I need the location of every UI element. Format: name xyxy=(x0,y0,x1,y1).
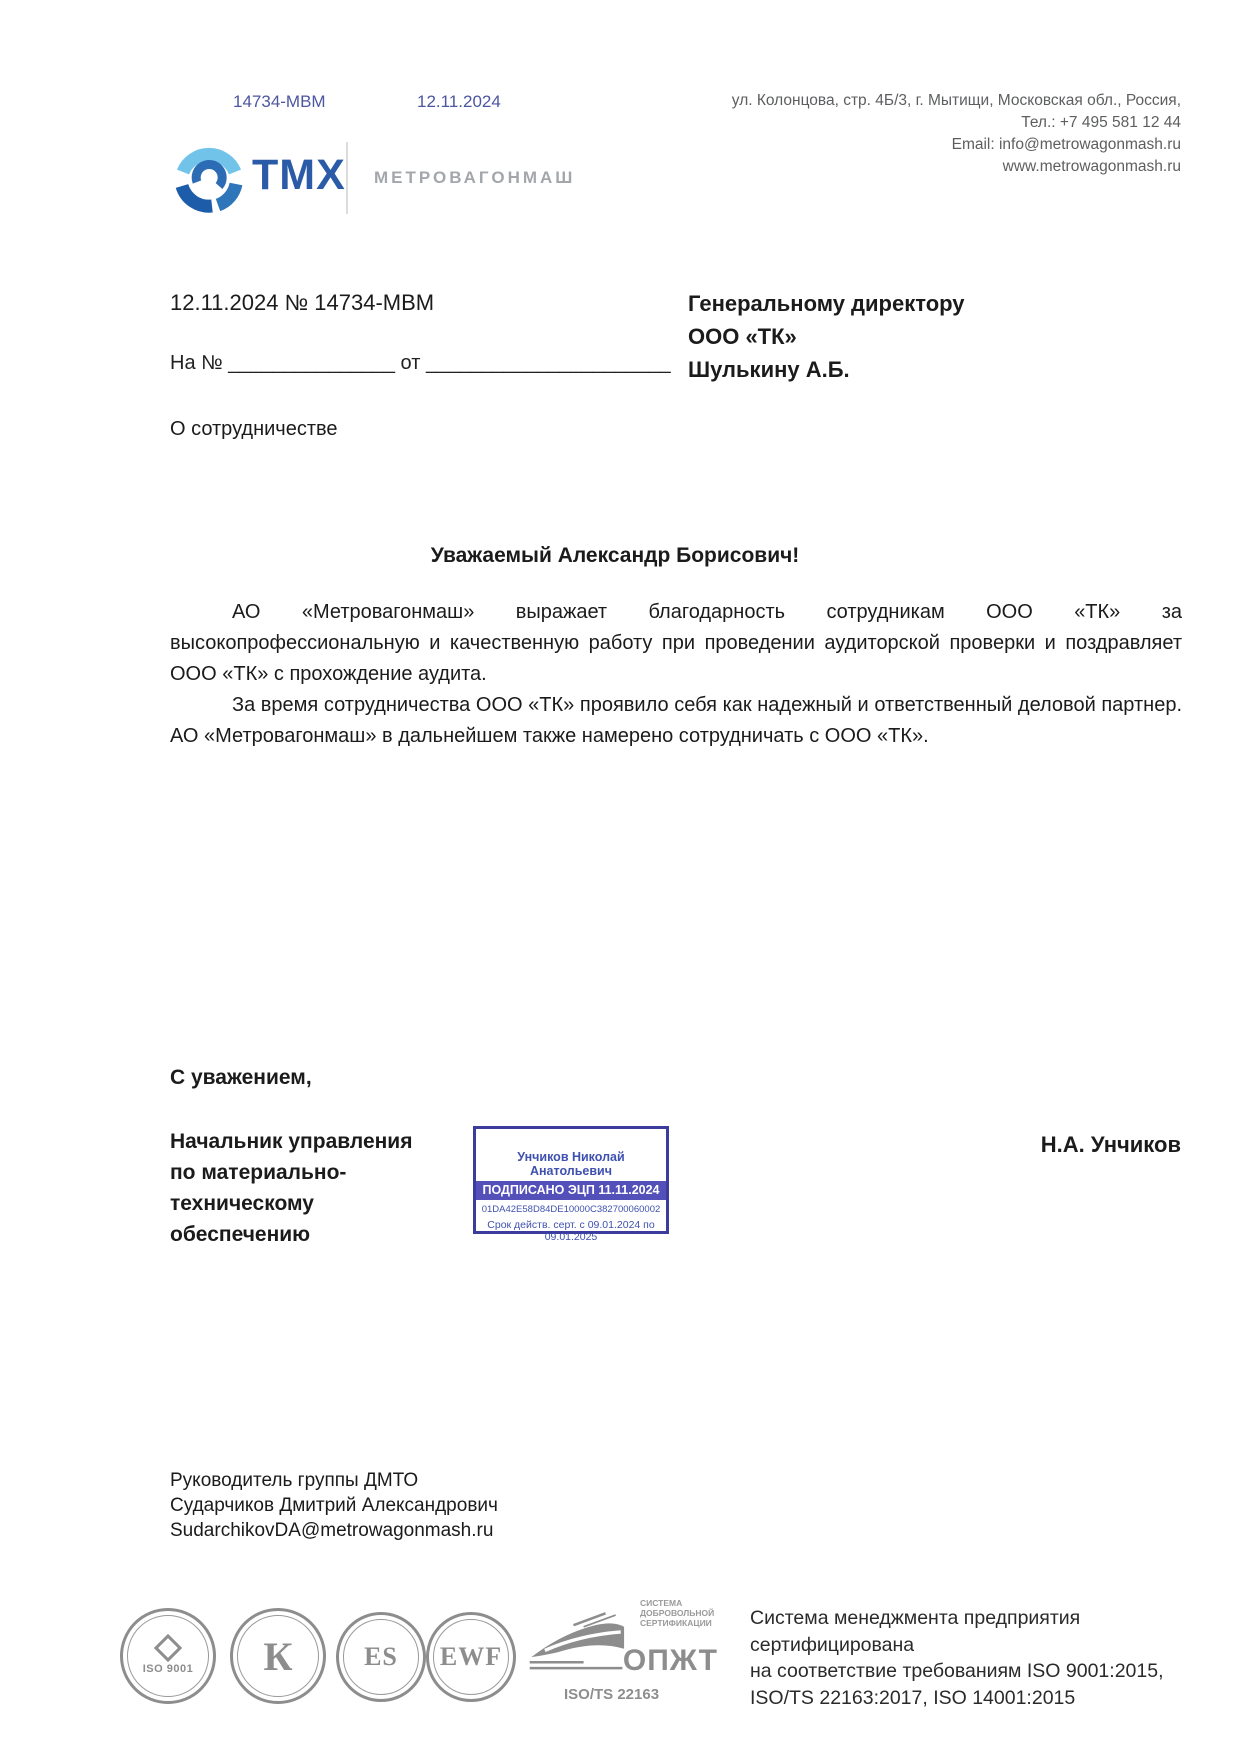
seal-label: ISO 9001 xyxy=(142,1662,194,1675)
executor-email: SudarchikovDA@metrowagonmash.ru xyxy=(170,1520,494,1541)
executor-name: Сударчиков Дмитрий Александрович xyxy=(170,1495,498,1516)
executor-block xyxy=(170,1468,498,1543)
closing-phrase: С уважением, xyxy=(170,1066,312,1089)
opzht-label: ОПЖТ xyxy=(622,1644,718,1677)
stamp-certificate-id: 01DA42E58D84DE10000C382700060002 xyxy=(481,1204,661,1215)
logo-divider xyxy=(346,142,348,214)
opzht-top-label: СИСТЕМА ДОБРОВОЛЬНОЙ СЕРТИФИКАЦИИ xyxy=(640,1598,715,1628)
certification-line: на соответствие требованиям ISO 9001:2015, xyxy=(750,1660,1164,1682)
recipient-block xyxy=(688,287,965,386)
quality-mark-seal-icon xyxy=(230,1608,326,1704)
company-contacts xyxy=(732,90,1181,178)
seal-emblem xyxy=(154,1633,182,1661)
tmx-logo-text: ТМХ xyxy=(252,151,346,199)
body-paragraph: За время сотрудничества ООО «ТК» проявило себя как надежный и ответственный деловой партнер. АО «Метровагонмаш» в дальнейшем также намерено сотрудничать с ООО «ТК». xyxy=(170,694,1182,747)
es-seal-icon xyxy=(336,1612,426,1702)
company-address: ул. Колонцова, стр. 4Б/3, г. Мытищи, Московская обл., Россия, xyxy=(731,92,1181,109)
opzht-logo xyxy=(528,1596,718,1706)
outgoing-date-line: 12.11.2024 № 14734-МВМ xyxy=(170,290,435,315)
seal-label: К xyxy=(263,1633,293,1679)
body-paragraph: АО «Метровагонмаш» выражает благодарность сотрудникам ООО «ТК» за высокопрофессиональную и качественную работу при проведении аудиторской проверки и поздравляет ООО «ТК» с прохождение аудита. xyxy=(170,601,1182,685)
executor-title: Руководитель группы ДМТО xyxy=(170,1470,419,1491)
stamp-holder-name: Унчиков Николай Анатольевич xyxy=(517,1150,625,1178)
opzht-sub-label: ISO/TS 22163 xyxy=(564,1686,660,1703)
recipient-name: Шулькину А.Б. xyxy=(688,357,850,382)
letter-ref-date: 12.11.2024 xyxy=(417,92,501,111)
company-email: Email: info@metrowagonmash.ru xyxy=(951,136,1181,153)
signer-job-title: Начальник управления по материально-техническому обеспечению xyxy=(170,1130,413,1246)
salutation: Уважаемый Александр Борисович! xyxy=(430,544,800,567)
tmx-logo-icon xyxy=(172,142,246,221)
reply-to-line: На № _______________ от ______________________ xyxy=(170,352,671,374)
stamp-validity: Срок действ. серт. с 09.01.2024 по 09.01.2025 xyxy=(487,1219,655,1243)
recipient-position: Генеральному директору xyxy=(688,291,965,316)
recipient-company: ООО «ТК» xyxy=(688,324,797,349)
russian-register-seal-icon xyxy=(120,1608,216,1704)
letter-subject: О сотрудничестве xyxy=(170,418,338,440)
seal-label: EWF xyxy=(439,1642,503,1671)
letter-body xyxy=(170,597,1182,752)
brand-name: МЕТРОВАГОНМАШ xyxy=(374,168,576,187)
ewf-seal-icon xyxy=(426,1612,516,1702)
company-phone: Тел.: +7 495 581 12 44 xyxy=(1021,114,1181,131)
letter-ref-number: 14734-МВМ xyxy=(233,92,326,111)
certification-line: ISO/TS 22163:2017, ISO 14001:2015 xyxy=(750,1686,1076,1709)
digital-signature-stamp xyxy=(473,1126,669,1243)
company-website: www.metrowagonmash.ru xyxy=(1002,158,1181,175)
certification-line: Система менеджмента предприятия сертифицирована xyxy=(750,1607,1081,1656)
signer-name: Н.А. Унчиков xyxy=(1040,1132,1181,1157)
certification-statement xyxy=(750,1605,1241,1711)
stamp-signed-line: ПОДПИСАНО ЭЦП 11.11.2024 xyxy=(476,1181,666,1200)
seal-label: ES xyxy=(364,1642,398,1671)
